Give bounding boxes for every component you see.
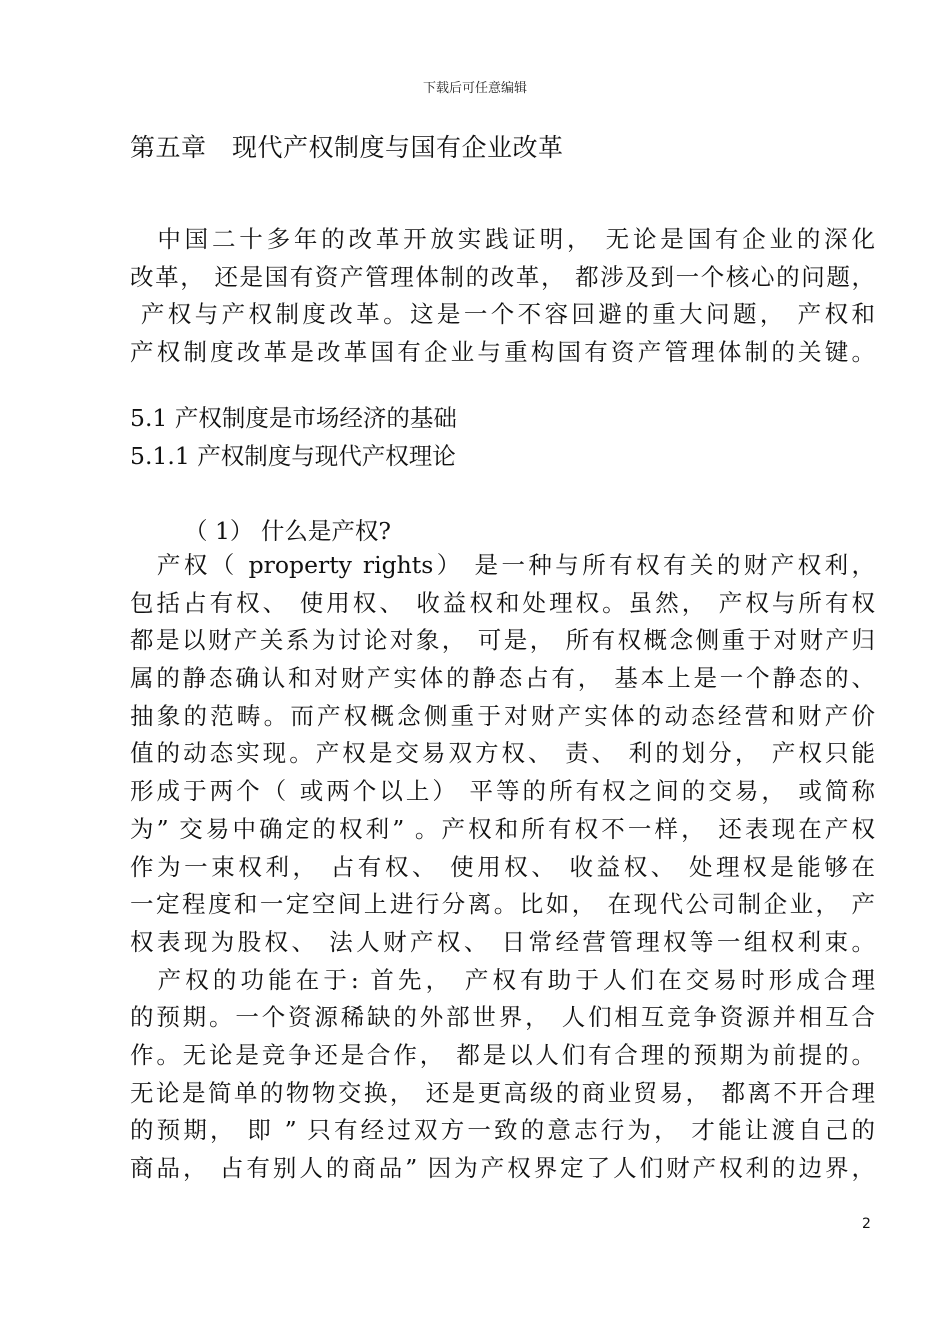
paragraph-line: 作。无论是竞争还是合作， 都是以人们有合理的预期为前提的。 bbox=[130, 1040, 875, 1069]
paragraph-line: 商品， 占有别人的商品” 因为产权界定了人们财产权利的边界， bbox=[130, 1154, 875, 1182]
paragraph-line: 属的静态确认和对财产实体的静态占有， 基本上是一个静态的、 bbox=[130, 664, 875, 693]
paragraph-line: 产权的功能在于: 首先， 产权有助于人们在交易时形成合理 bbox=[130, 965, 875, 994]
paragraph-line: 无论是简单的物物交换， 还是更高级的商业贸易， 都离不开合理 bbox=[130, 1078, 875, 1107]
section-heading-5-1-1: 5.1.1 产权制度与现代产权理论 bbox=[130, 442, 456, 470]
paragraph-line: 产权制度改革是改革国有企业与重构国有资产管理体制的关键。 bbox=[130, 338, 875, 367]
paragraph-line: 值的动态实现。产权是交易双方权、 责、 利的划分， 产权只能 bbox=[130, 739, 875, 768]
header-note: 下载后可任意编辑 bbox=[422, 81, 527, 96]
paragraph-line: 抽象的范畴。而产权概念侧重于对财产实体的动态经营和财产价 bbox=[130, 701, 875, 730]
paragraph-line: 一定程度和一定空间上进行分离。比如， 在现代公司制企业， 产 bbox=[130, 890, 875, 919]
paragraph-line: 产权与产权制度改革。这是一个不容回避的重大问题， 产权和 bbox=[130, 300, 875, 329]
paragraph-line: 都是以财产关系为讨论对象， 可是， 所有权概念侧重于对财产归 bbox=[130, 626, 875, 655]
paragraph-line: 为” 交易中确定的权利” 。产权和所有权不一样， 还表现在产权 bbox=[130, 814, 875, 843]
paragraph-line: 中国二十多年的改革开放实践证明， 无论是国有企业的深化 bbox=[130, 225, 875, 253]
paragraph-line: 产权（ property rights） 是一种与所有权有关的财产权利， bbox=[130, 551, 875, 579]
paragraph-line: 作为一束权利， 占有权、 使用权、 收益权、 处理权是能够在 bbox=[130, 852, 875, 881]
chapter-title: 第五章 现代产权制度与国有企业改革 bbox=[130, 133, 564, 162]
paragraph-line: 包括占有权、 使用权、 收益权和处理权。虽然， 产权与所有权 bbox=[130, 588, 875, 617]
page-number: 2 bbox=[862, 1216, 871, 1232]
intro-paragraph bbox=[130, 221, 875, 372]
paragraph-line: 的预期。一个资源稀缺的外部世界， 人们相互竞争资源并相互合 bbox=[130, 1003, 875, 1032]
section-heading-5-1: 5.1 产权制度是市场经济的基础 bbox=[130, 404, 457, 432]
paragraph-line: 形成于两个（ 或两个以上） 平等的所有权之间的交易， 或简称 bbox=[130, 777, 875, 806]
body-paragraphs bbox=[130, 547, 875, 1188]
paragraph-line: 的预期， 即 ” 只有经过双方一致的意志行为， 才能让渡自己的 bbox=[130, 1116, 875, 1145]
question-heading: （ 1） 什么是产权? bbox=[184, 517, 391, 545]
paragraph-line: 权表现为股权、 法人财产权、 日常经营管理权等一组权利束。 bbox=[130, 927, 875, 956]
paragraph-line: 改革， 还是国有资产管理体制的改革， 都涉及到一个核心的问题， bbox=[130, 262, 875, 291]
